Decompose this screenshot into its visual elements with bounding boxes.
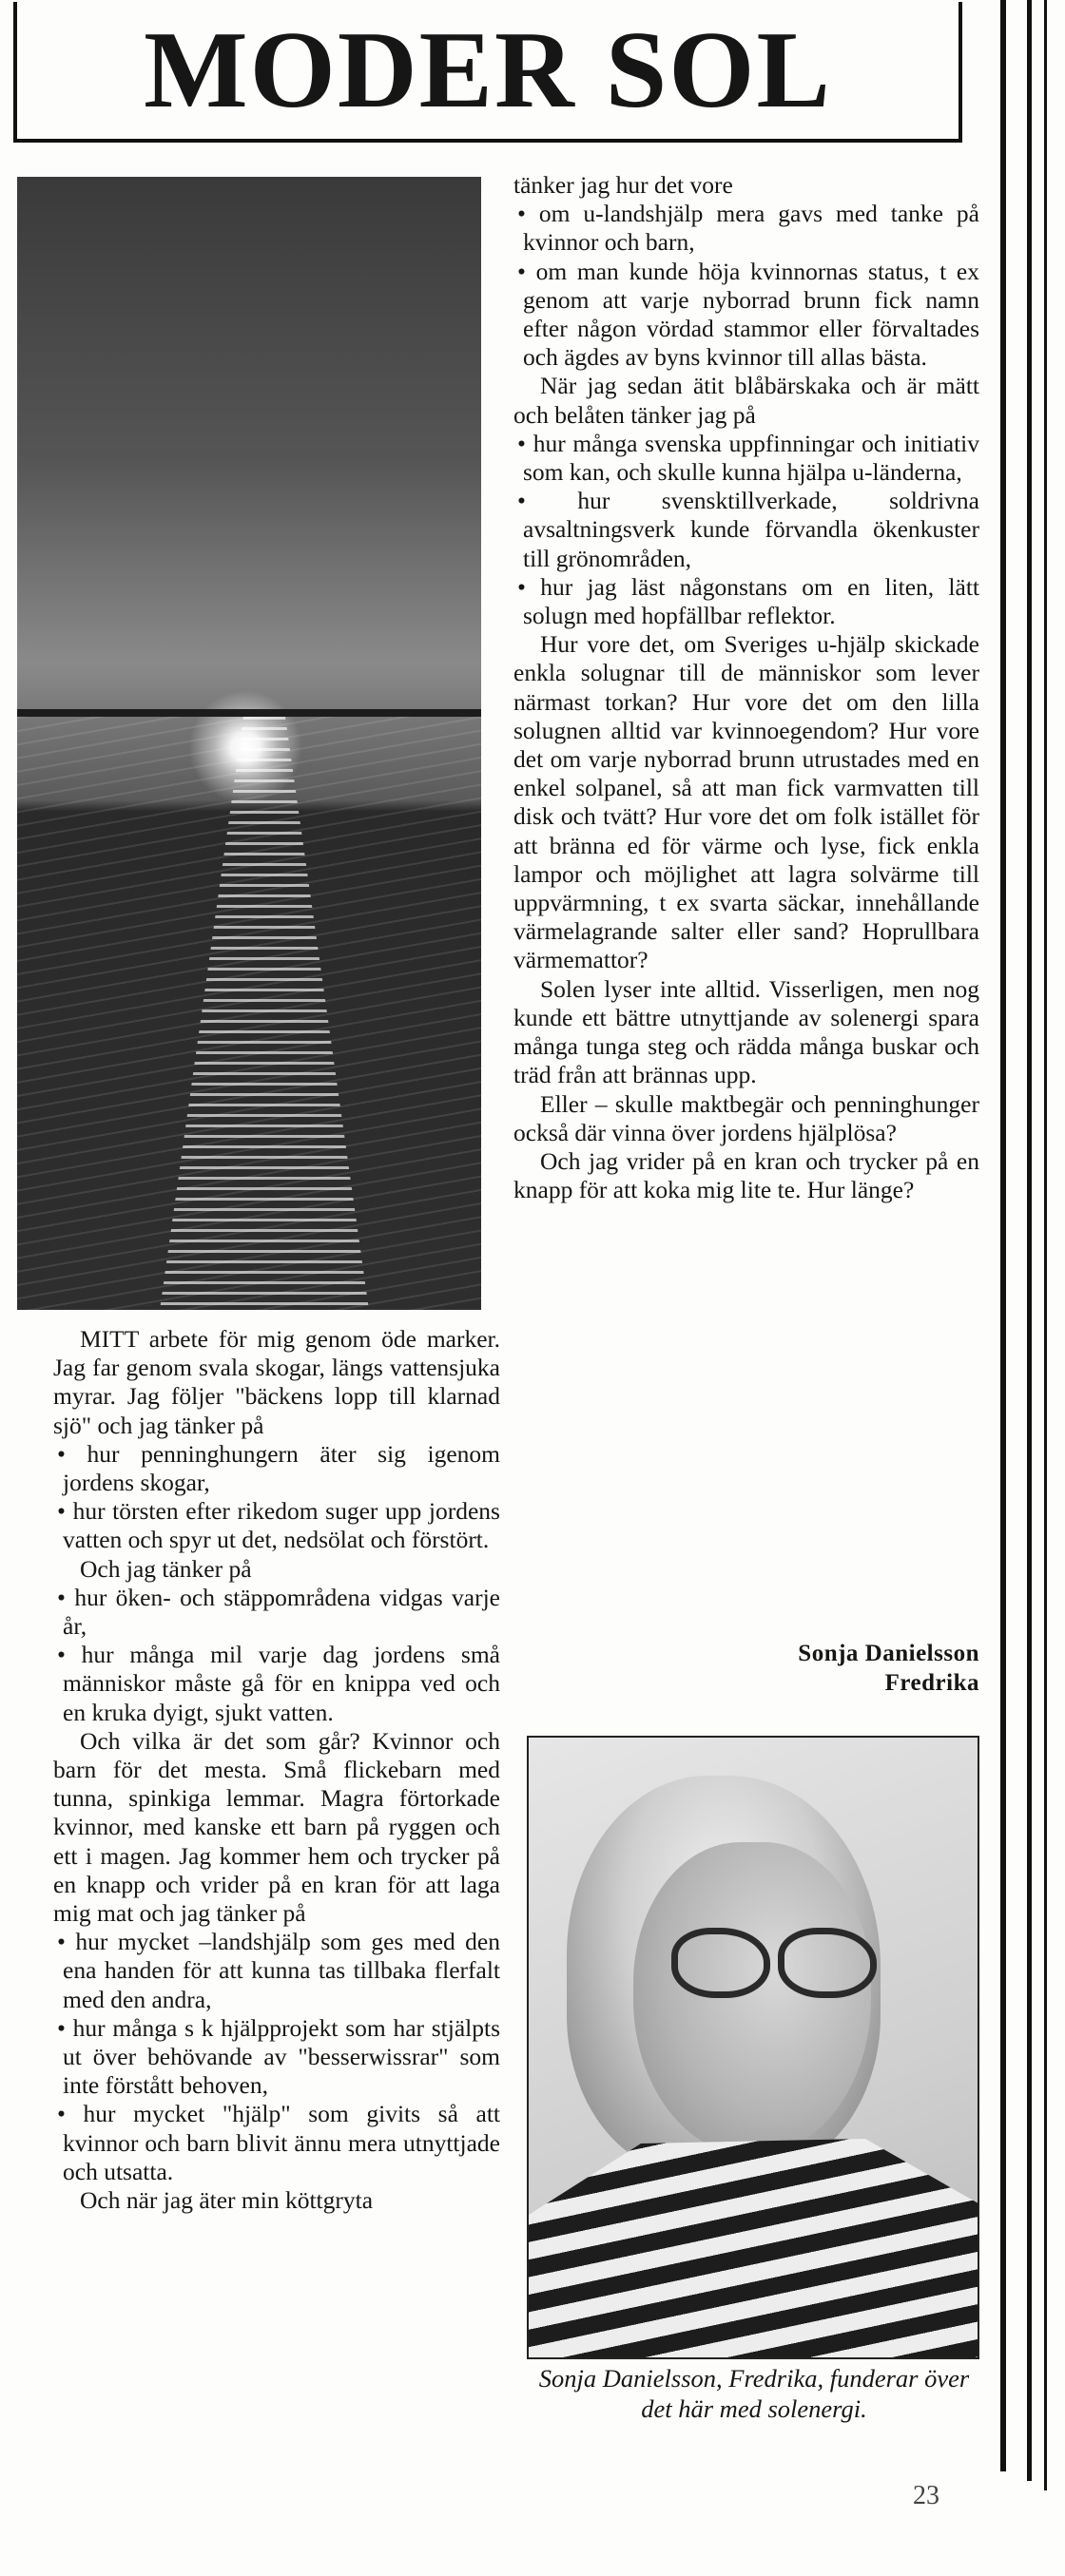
bullet-paragraph: • hur penninghungern äter sig igenom jordens skogar, bbox=[53, 1440, 500, 1497]
column-rule bbox=[1044, 0, 1047, 2490]
bullet-paragraph: • hur jag läst någonstans om en liten, lätt solugn med hopfällbar reflektor. bbox=[513, 573, 979, 630]
author-portrait-photo bbox=[527, 1736, 979, 2359]
paragraph: Och när jag äter min köttgryta bbox=[80, 2186, 374, 2215]
bullet-paragraph: • hur många svenska uppfinningar och initiativ som kan, och skulle kunna hjälpa u-länderna, bbox=[513, 430, 979, 487]
bullet-paragraph: • hur öken- och stäppområdena vidgas varje år, bbox=[53, 1584, 500, 1641]
bullet-paragraph: • hur svensktillverkade, soldrivna avsaltningsverk kunde förvandla ökenkuster till grönområden, bbox=[513, 487, 979, 573]
page-number: 23 bbox=[913, 2481, 939, 2510]
bullet-paragraph: • hur många s k hjälpprojekt som har stjälpts ut över behövande av "besserwissrar" som inte förstått behoven, bbox=[53, 2014, 500, 2101]
headline: MODER SOL bbox=[144, 10, 832, 131]
bullet-paragraph: • om u-landshjälp mera gavs med tanke på kvinnor och barn, bbox=[513, 200, 979, 257]
paragraph: När jag sedan ätit blåbärskaka och är mätt och belåten tänker jag på bbox=[513, 372, 979, 429]
striped-shirt bbox=[529, 2120, 978, 2357]
paragraph: Och jag tänker på bbox=[80, 1554, 252, 1583]
portrait-face bbox=[633, 1842, 871, 2156]
paragraph: Och vilka är det som går? Kvinnor och barn för det mesta. Små flickebarn med tunna, spinkiga lemmar. Magra förtorkade kvinnor, med kanske ett barn på ryggen och ett i magen. Jag kommer hem och trycker på en knapp och vrider på en kran för att laga mig mat och jag tänker på bbox=[53, 1726, 500, 1928]
glasses-left-lens bbox=[671, 1928, 770, 1998]
bullet-paragraph: • hur mycket –landshjälp som ges med den ena handen för att kunna tas tillbaka flerfalt med den andra, bbox=[53, 1928, 500, 2014]
bullet-paragraph: • hur mycket "hjälp" som givits så att kvinnor och barn blivit ännu mera utnyttjade och utsatta. bbox=[53, 2100, 500, 2186]
paragraph: Solen lyser inte alltid. Visserligen, men nog kunde ett bättre utnyttjande av solenergi spara många tunga steg och rädda många buskar och träd från att brännas upp. bbox=[513, 974, 979, 1089]
paragraph: Hur vore det, om Sveriges u-hjälp skickade enkla solugnar till de människor som lever närmast torkan? Hur vore det om den lilla solugnen alltid var kvinnoegendom? Hur vore det om varje nyborrad brunn utrustades med en enkel solpanel, så att man fick varmvatten till disk och tvätt? Hur vore det om folk istället för att bränna ed för värme och lyse, fick enkla lampor och möjlighet att lagra solvärme till uppvärmning, t ex svarta säckar, innehållande värmelagrande salter eller sand? Hoprullbara värmemattor? bbox=[513, 630, 979, 974]
photo-caption: Sonja Danielsson, Fredrika, funderar över det här med solenergi. bbox=[538, 2364, 970, 2423]
article-column-left bbox=[53, 1325, 500, 2215]
paragraph: MITT arbete för mig genom öde marker. Jag far genom svala skogar, längs vattensjuka myrar. Jag följer "bäckens lopp till klarnad sjö" och jag tänker på bbox=[53, 1325, 500, 1439]
horizon-line bbox=[17, 709, 481, 717]
article-column-right bbox=[513, 171, 979, 1204]
bullet-paragraph: • om man kunde höja kvinnornas status, t ex genom att varje nyborrad brunn fick namn efter någon vördad stammor eller förvaltades och ägdes av byns kvinnor till allas bästa. bbox=[513, 258, 979, 373]
byline bbox=[666, 1639, 979, 1698]
byline-place: Fredrika bbox=[884, 1670, 979, 1696]
sunset-sea-photo bbox=[17, 177, 481, 1310]
column-rule bbox=[1000, 0, 1006, 2471]
bullet-paragraph: • hur många mil varje dag jordens små människor måste gå för en knippa ved och en kruka dyigt, sjukt vatten. bbox=[53, 1641, 500, 1727]
byline-name: Sonja Danielsson bbox=[798, 1641, 979, 1666]
column-rule bbox=[1027, 0, 1032, 2481]
bullet-paragraph: • hur törsten efter rikedom suger upp jordens vatten och spyr ut det, nedsölat och förstört. bbox=[53, 1497, 500, 1554]
masthead-box bbox=[13, 2, 962, 143]
paragraph: Och jag vrider på en kran och trycker på en knapp för att koka mig lite te. Hur länge? bbox=[513, 1146, 979, 1204]
paragraph: Eller – skulle maktbegär och penninghunger också där vinna över jordens hjälplösa? bbox=[513, 1089, 979, 1146]
glasses-right-lens bbox=[778, 1928, 877, 1998]
paragraph: tänker jag hur det vore bbox=[513, 171, 733, 199]
